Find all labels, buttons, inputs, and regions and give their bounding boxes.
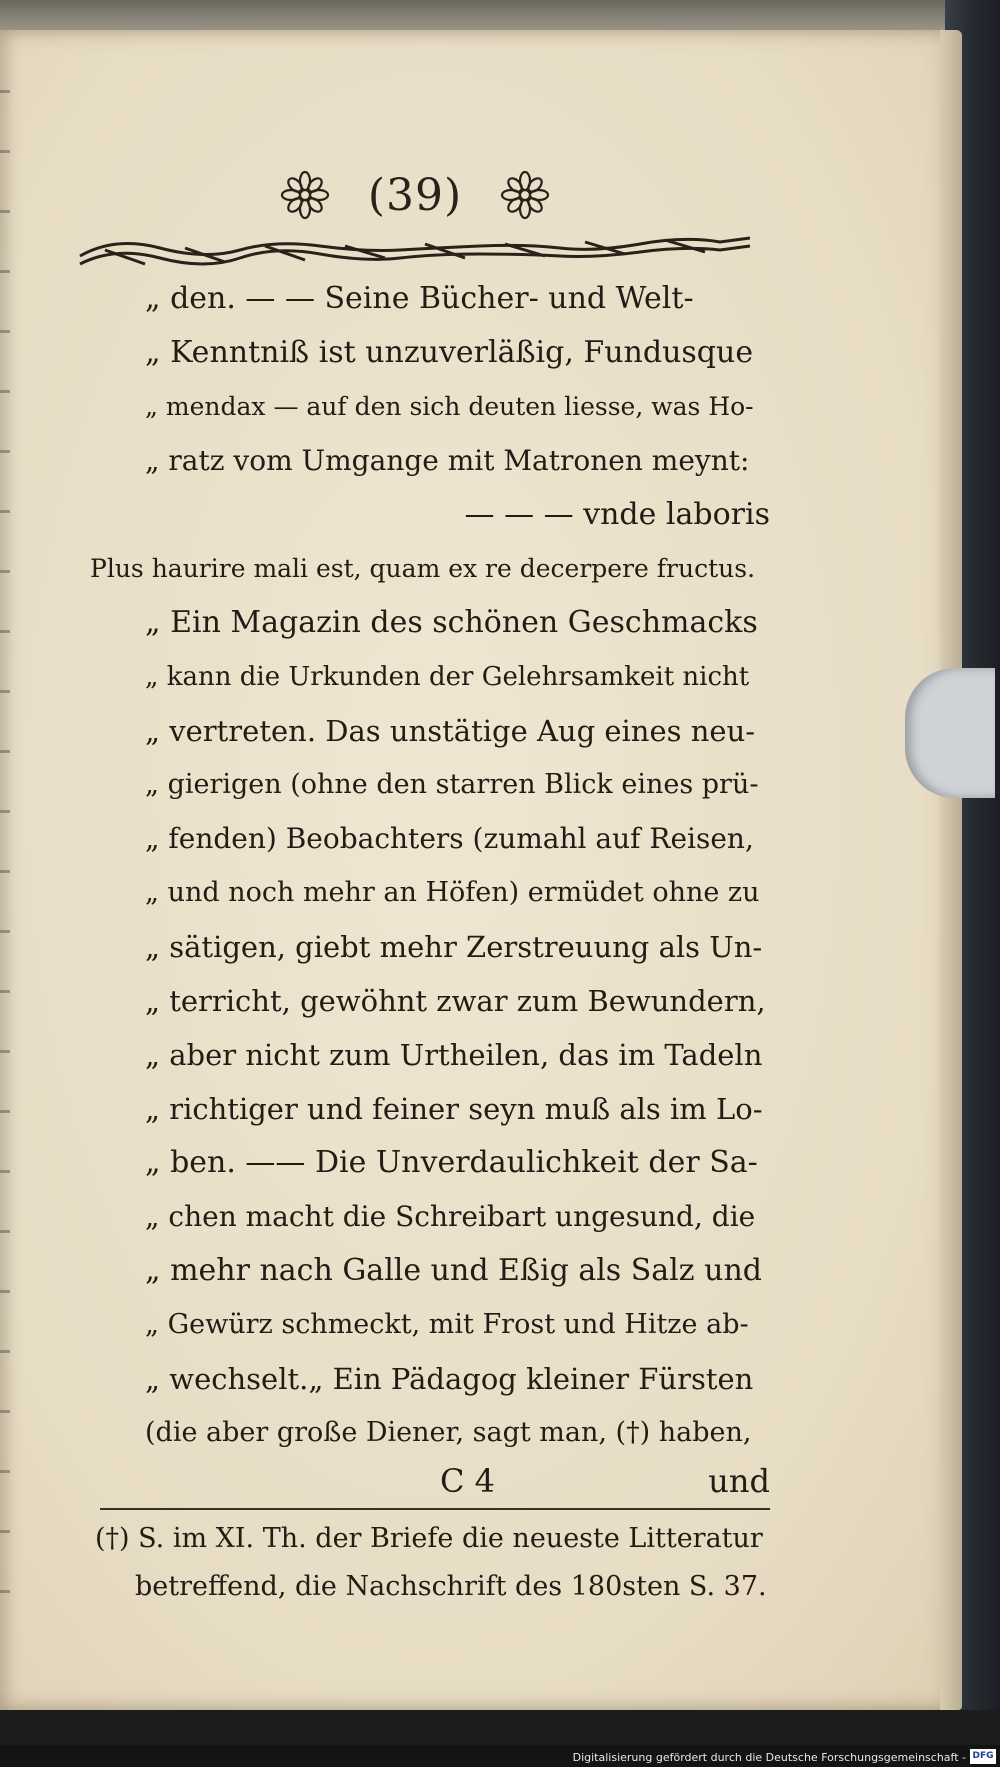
text-line: „ fenden) Beobachters (zumahl auf Reisen, bbox=[145, 822, 754, 855]
signature-mark: C 4 bbox=[440, 1462, 496, 1500]
credit-text: Digitalisierung gefördert durch die Deutsche Forschungsgemeinschaft - bbox=[572, 1751, 966, 1764]
text-line: „ Gewürz schmeckt, mit Frost und Hitze ab- bbox=[145, 1309, 749, 1340]
text-line: „ und noch mehr an Höfen) ermüdet ohne zu bbox=[145, 877, 760, 908]
page-fore-edge bbox=[940, 30, 962, 1710]
text-line: „ aber nicht zum Urtheilen, das im Tadeln bbox=[145, 1038, 763, 1072]
text-line: „ mehr nach Galle und Eßig als Salz und bbox=[145, 1253, 762, 1288]
footnote bbox=[95, 1515, 785, 1611]
text-line: „ kann die Urkunden der Gelehrsamkeit nicht bbox=[145, 662, 750, 692]
footnote-line: (†) S. im XI. Th. der Briefe die neueste Litteratur bbox=[95, 1523, 763, 1554]
text-line: Plus haurire mali est, quam ex re decerpere fructus. bbox=[90, 554, 756, 583]
page-header bbox=[265, 160, 565, 230]
dfg-logo: DFG bbox=[970, 1749, 996, 1764]
text-line: „ ben. —— Die Unverdaulichkeit der Sa- bbox=[145, 1145, 758, 1180]
text-line: „ richtiger und feiner seyn muß als im Lo- bbox=[145, 1092, 763, 1126]
page-gutter bbox=[0, 90, 10, 1650]
header-rule-ornament bbox=[75, 228, 755, 274]
bookmark-clip bbox=[905, 668, 995, 798]
text-line: „ vertreten. Das unstätige Aug eines neu- bbox=[145, 714, 756, 748]
footnote-rule bbox=[100, 1508, 770, 1510]
catchword: und bbox=[708, 1462, 770, 1500]
rosette-ornament-icon bbox=[280, 170, 330, 220]
text-line: „ sätigen, giebt mehr Zerstreuung als Un- bbox=[145, 930, 763, 964]
footnote-line: betreffend, die Nachschrift des 180sten S. 37. bbox=[135, 1571, 767, 1602]
text-line: — — — vnde laboris bbox=[464, 497, 770, 532]
text-line: „ mendax — auf den sich deuten liesse, was Ho- bbox=[145, 392, 754, 421]
catch-line bbox=[440, 1462, 770, 1512]
rosette-ornament-icon bbox=[500, 170, 550, 220]
text-line: „ wechselt.„ Ein Pädagog kleiner Fürsten bbox=[145, 1362, 754, 1396]
text-line: „ Ein Magazin des schönen Geschmacks bbox=[145, 605, 758, 640]
text-line: „ chen macht die Schreibart ungesund, die bbox=[145, 1200, 756, 1233]
text-line: „ ratz vom Umgange mit Matronen meynt: bbox=[145, 444, 750, 477]
text-line: „ terricht, gewöhnt zwar zum Bewundern, bbox=[145, 984, 766, 1018]
text-line: (die aber große Diener, sagt man, (†) haben, bbox=[145, 1417, 752, 1448]
text-line: „ Kenntniß ist unzuverläßig, Fundusque bbox=[145, 335, 754, 370]
text-line: „ gierigen (ohne den starren Blick eines prü- bbox=[145, 769, 759, 800]
main-text bbox=[90, 272, 770, 1460]
text-line: „ den. — — Seine Bücher- und Welt- bbox=[145, 281, 694, 316]
page-number: (39) bbox=[367, 169, 463, 221]
